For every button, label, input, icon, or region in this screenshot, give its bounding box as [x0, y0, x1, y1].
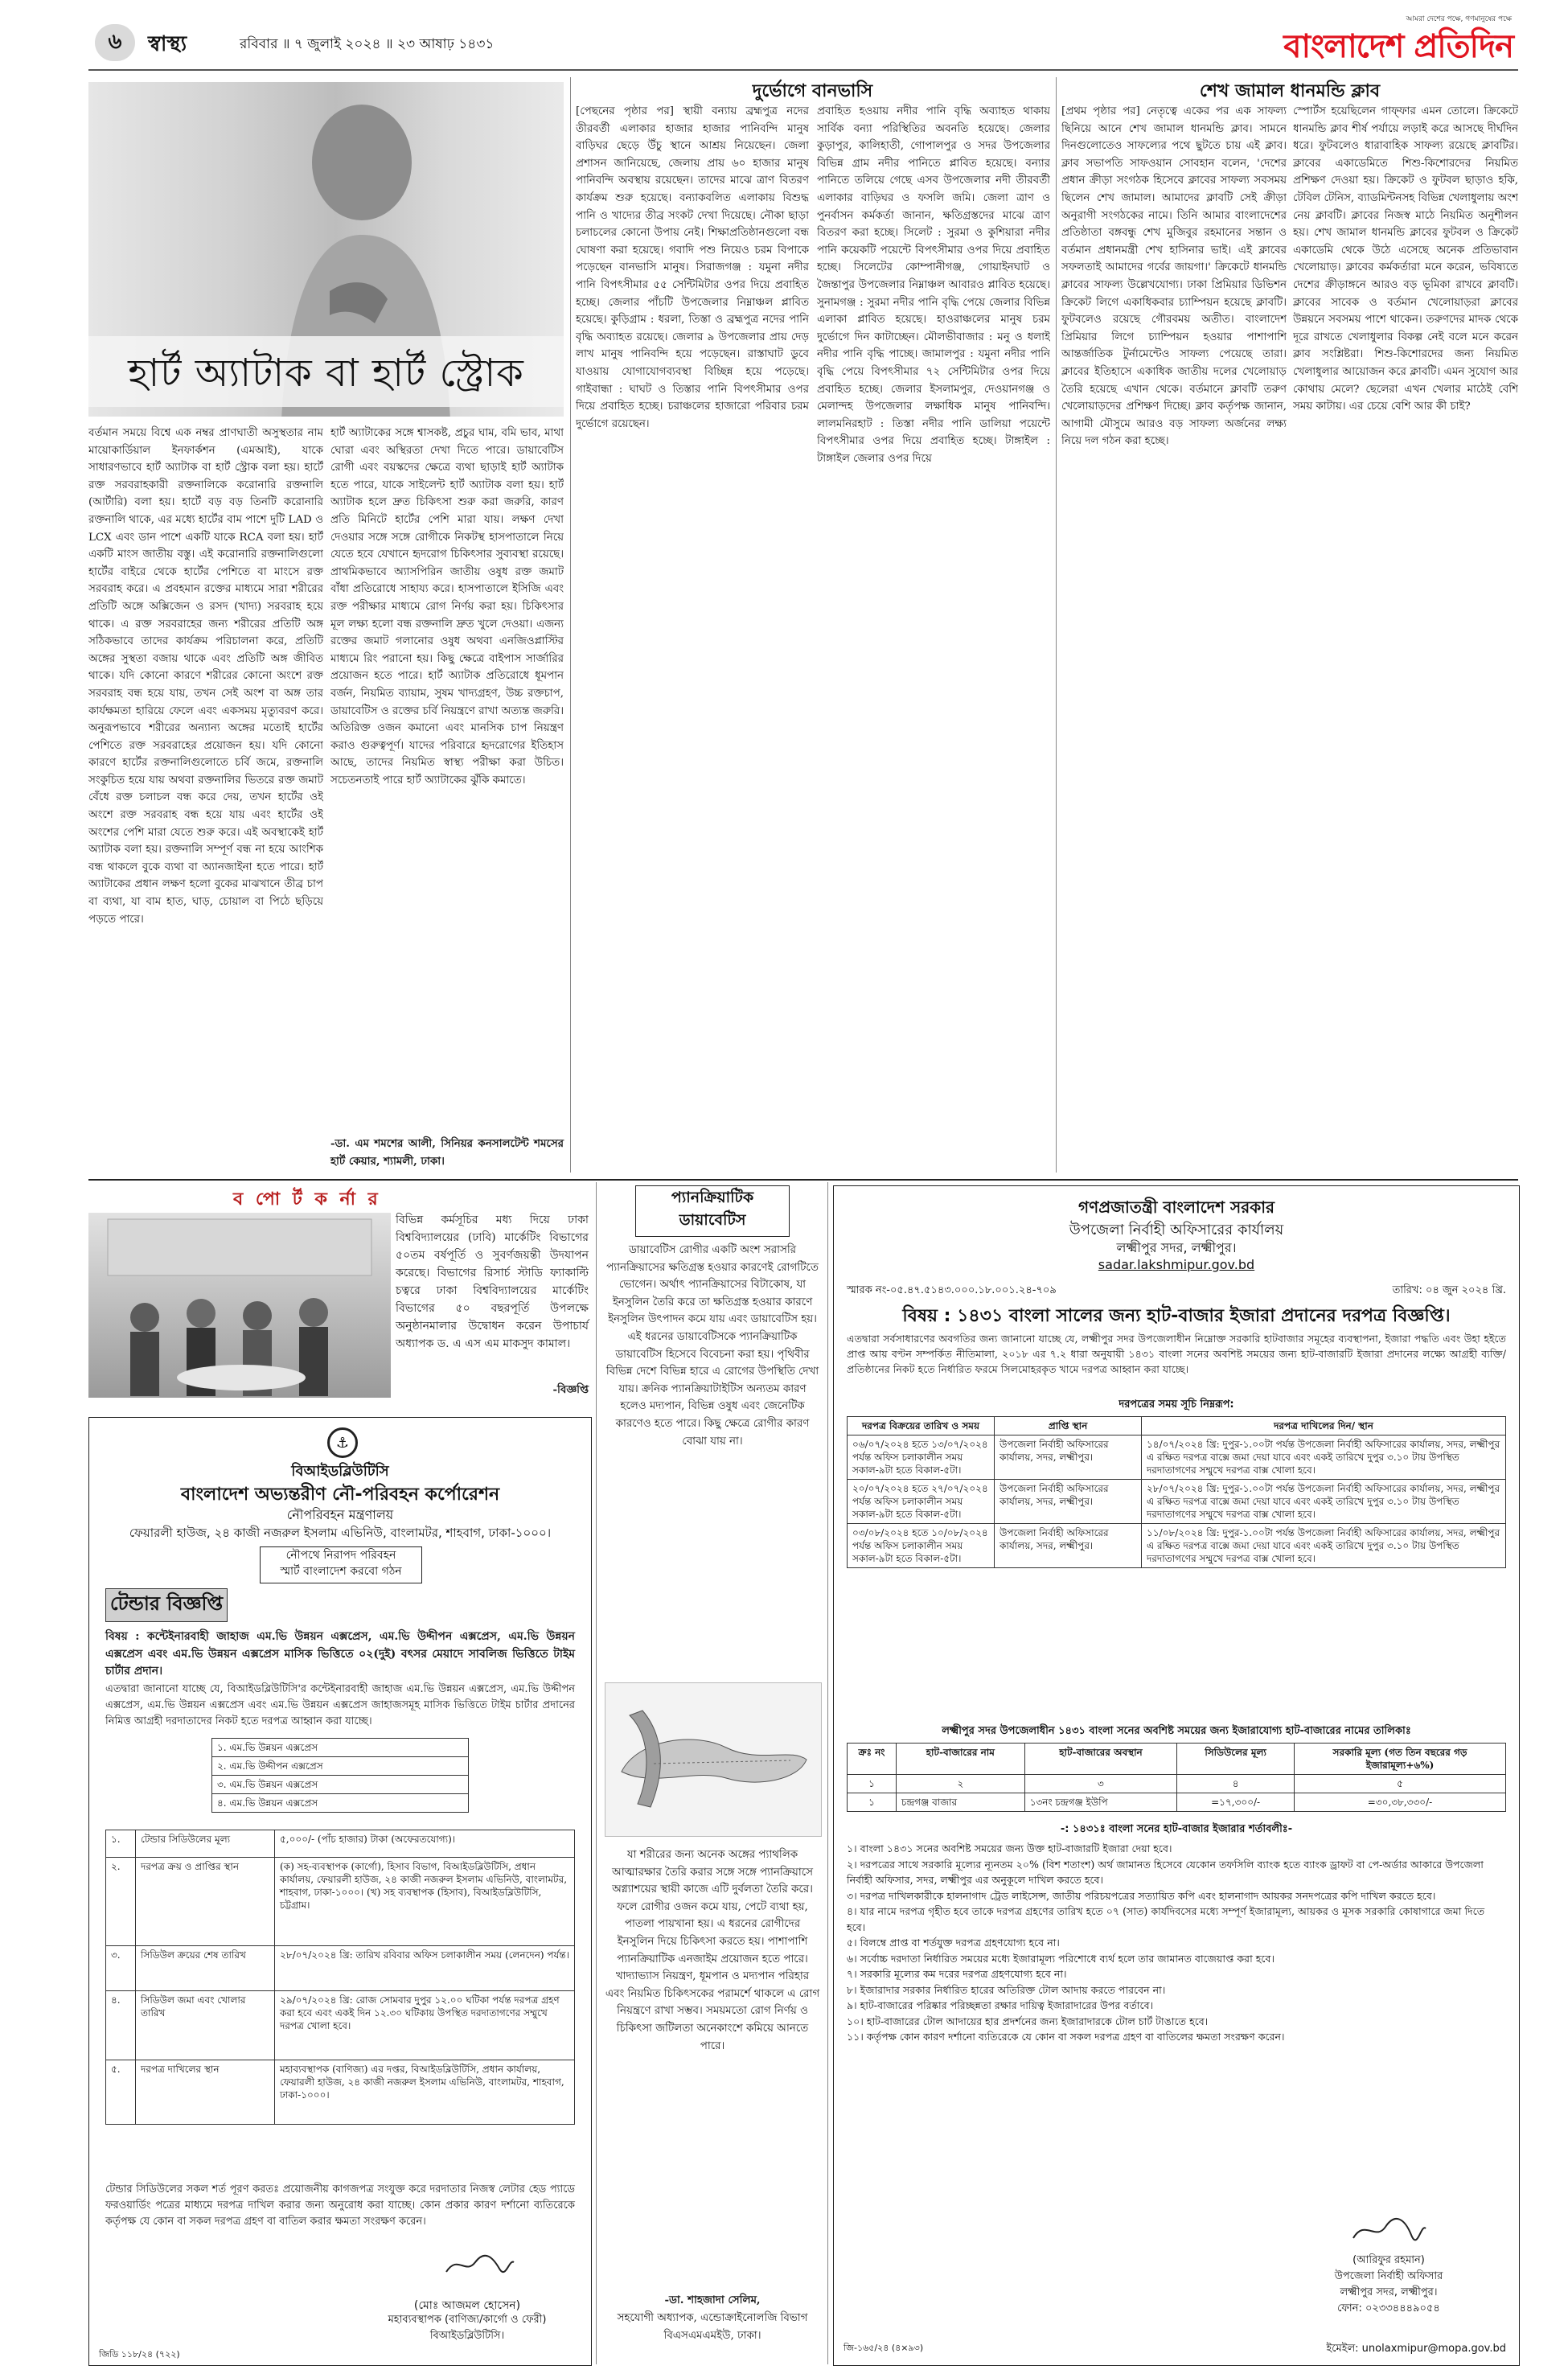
- flood-column-1: [পেছনের পৃষ্ঠার পর] স্থায়ী বন্যায় ব্রহ্মপুত্র নদের তীরবর্তী এলাকার হাজার হাজার পানিবন্দি মানুষ বাড়িঘর ছেড়ে উঁচু স্থানে আশ্রয় নিয়েছেন। জেলা প্রশাসন জানিয়েছে, জেলায় প্রায় ৬০ হাজার মানুষ পানিবন্দি অবস্থায় রয়েছেন। তাদের মাঝে ত্রাণ বিতরণ কার্যক্রম শুরু হয়েছে। বন্যাকবলিত এলাকায় বিশুদ্ধ পানি ও খাদ্যের তীব্র সংকট দেখা দিয়েছে। নৌকা ছাড়া চলাচলের কোনো উপায় নেই। শিক্ষাপ্রতিষ্ঠানগুলো বন্ধ ঘোষণা করা হয়েছে। গবাদি পশু নিয়েও চরম বিপাকে পড়েছেন বানভাসি মানুষ। সিরাজগঞ্জ : যমুনা নদীর পানি বিপৎসীমার ৫৫ সেন্টিমিটার ওপর দিয়ে প্রবাহিত হচ্ছে। জেলার পাঁচটি উপজেলার নিম্নাঞ্চল প্লাবিত হয়েছে। কুড়িগ্রাম : ধরলা, তিস্তা ও ব্রহ্মপুত্র নদের পানি বৃদ্ধি অব্যাহত রয়েছে। জেলার ৯ উপজেলার প্রায় দেড় লাখ মানুষ পানিবন্দি হয়ে পড়েছেন। রাস্তাঘাট ডুবে যাওয়ায় যোগাযোগব্যবস্থা বিচ্ছিন্ন হয়ে পড়েছে। গাইবান্ধা : ঘাঘট ও তিস্তার পানি বিপৎসীমার ওপর দিয়ে প্রবাহিত হচ্ছে। চরাঞ্চলের হাজারো পরিবার চরম দুর্ভোগে রয়েছেন।: [576, 105, 809, 430]
- schedule-place: উপজেলা নির্বাহী অফিসারের কার্যালয়, সদর, লক্ষ্মীপুর।: [995, 1480, 1142, 1524]
- col-number: ৪: [1177, 1775, 1295, 1793]
- row-item: সিডিউল জমা এবং খোলার তারিখ: [136, 1991, 275, 2060]
- sheikh-jamal-headline: শেখ জামাল ধানমন্ডি ক্লাব: [1199, 81, 1381, 101]
- biwtc-logo-icon: ⚓: [327, 1427, 358, 1458]
- tender-intro: এতদ্বারা জানানো যাচ্ছে যে, বিআইডব্লিউটিসি'র কন্টেইনারবাহী জাহাজ এম.ভি উন্নয়ন এক্সপ্রেস, এম.ভি উদ্দীপন এক্সপ্রেস, এম.ভি উন্নয়ন এক্সপ্রেস এবং এম.ভি উন্নয়ন এক্সপ্রেস জাহাজসমূহ মাসিক ভিত্তিতে টাইম চার্টার প্রদানের নিমিত্ত আগ্রহী দরদাতাদের নিকট হতে দরপত্র আহ্বান করা যাচ্ছে।: [105, 1683, 575, 1727]
- diabetes-byline-title: সহযোগী অধ্যাপক, এন্ডোক্রাইনোলজি বিভাগ বিএসএমএমইউ, ঢাকা।: [617, 2312, 808, 2342]
- tender-ref: জিডি ১১৮/২৪ (৭২২): [99, 2349, 180, 2360]
- photo-caption: বিভিন্ন কর্মসূচির মধ্য দিয়ে ঢাকা বিশ্ববিদ্যালয়ের (ঢাবি) মার্কেটিং বিভাগের ৫০তম বর্ষপূর্তি ও সুবর্ণজয়ন্তী উদযাপন করেছে। বিভাগের রিসার্চ স্টাডি ফ্যাকাল্টি চত্বরে ঢাকা বিশ্ববিদ্যালয়ের মার্কেটিং বিভাগের ৫০ বছরপূর্তি উপলক্ষে অনুষ্ঠানমালার উদ্বোধন করেন উপাচার্য অধ্যাপক ড. এ এস এম মাকসুদ কামাল।: [396, 1214, 589, 1350]
- tender-subject: বিষয় : কন্টেইনারবাহী জাহাজ এম.ভি উন্নয়ন এক্সপ্রেস, এম.ভি উদ্দীপন এক্সপ্রেস, এম.ভি উন্নয়ন এক্সপ্রেস এবং এম.ভি উন্নয়ন এক্সপ্রেস মাসিক ভিত্তিতে ০২(দুই) বৎসর মেয়াদে সাবলিজ ভিত্তিতে টাইম চার্টার প্রদান।: [105, 1630, 575, 1678]
- schedule-submit: ১১/০৮/২০২৪ খ্রি: দুপুর-১.০০টা পর্যন্ত উপজেলা নির্বাহী অফিসারের কার্যালয়, সদর, লক্ষ্মীপুর এ রক্ষিত দরপত্র বাক্সে জমা দেয়া যাবে এবং একই তারিখে দুপুর ৩.১০ টায় উপস্থিত দরদাতাগণের সম্মুখে দরপত্র বাক্স খোলা হবে।: [1142, 1524, 1506, 1568]
- col-number: ৫: [1295, 1775, 1506, 1793]
- heart-column-1: বর্তমান সময়ে বিশ্বে এক নম্বর প্রাণঘাতী অসুস্থতার নাম মায়োকার্ডিয়াল ইনফার্কশন (এমআই), যাকে সাধারণভাবে হার্ট অ্যাটাক বা হার্ট স্ট্রোক বলা হয়। হার্টে রক্ত সরবরাহকারী রক্তনালিকে করোনারি রক্তনালি (আর্টারি) বলা হয়। হার্টে বড় বড় তিনটি করোনারি রক্তনালি থাকে, এর মধ্যে হার্টের বাম পাশে দুটি LAD ও LCX এবং ডান পাশে একটি যাকে RCA বলা হয়। হার্ট একটি মাংস জাতীয় বস্তু। এই করোনারি রক্তনালিগুলো হার্টের বাইরে থেকে হার্টের পেশিতে বা মাংসে রক্ত সরবরাহ করে। এ প্রবহমান রক্তের মাধ্যমে সারা শরীরের প্রতিটি অঙ্গে অক্সিজেন ও রসদ (খাদ্য) সরবরাহ হয়ে থাকে। এ রক্ত সরবরাহের জন্য শরীরের প্রতিটি অঙ্গ সঠিকভাবে তাদের কার্যক্রম পরিচালনা করে, প্রতিটি অঙ্গের সুস্থতা বজায় থাকে এবং প্রতিটি অঙ্গ জীবিত থাকে। যদি কোনো কারণে শরীরের কোনো অংশে রক্ত সরবরাহ বন্ধ হয়ে যায়, তখন সেই অংশ বা অঙ্গ তার কার্যক্ষমতা হারিয়ে ফেলে এবং একসময় মৃত্যুবরণ করে। অনুরূপভাবে শরীরের অন্যান্য অঙ্গের মতোই হার্টের পেশিতে রক্ত সরবরাহের প্রয়োজন হয়। যদি কোনো কারণে হার্টের রক্তনালিগুলোতে চর্বি জমে, রক্তনালি সংকুচিত হয়ে যায় অথবা রক্তনালির ভিতরে রক্ত জমাট বেঁধে রক্ত চলাচল বন্ধ করে দেয়, তখন হার্টের ওই অংশে রক্ত সরবরাহ বন্ধ হয়ে যায় এবং হার্টের ওই অংশের পেশি মারা যেতে শুরু করে। এই অবস্থাকেই হার্ট অ্যাটাক বলা হয়। রক্তনালি সম্পূর্ণ বন্ধ না হয়ে আংশিক বন্ধ থাকলে বুকে ব্যথা বা অ্যানজাইনা হতে পারে। হার্ট অ্যাটাকের প্রধান লক্ষণ হলো বুকের মাঝখানে তীব্র চাপ বা ব্যথা, যা বাম হাত, ঘাড়, চোয়াল বা পিঠে ছড়িয়ে পড়তে পারে।: [88, 427, 323, 926]
- lakshmipur-website: sadar.lakshmipur.gov.bd: [1098, 1257, 1255, 1272]
- tender-footer: টেন্ডার সিডিউলের সকল শর্ত পূরণ করতঃ প্রয়োজনীয় কাগজপত্র সংযুক্ত করে দরদাতার নিজস্ব লেটার হেড প্যাডে ফরওয়ার্ডিং পত্রের মাধ্যমে দরপত্র দাখিল করার জন্য অনুরোধ করা যাচ্ছে। কোন প্রকার কারণ দর্শানো ব্যতিরেকে কর্তৃপক্ষ যে কোন বা সকল দরপত্র গ্রহণ বা বাতিল করার ক্ষমতা সংরক্ষণ করেন।: [105, 2183, 575, 2228]
- slogan-box: [260, 1546, 422, 1583]
- row-no: ৫.: [106, 2060, 136, 2125]
- masthead: বাংলাদেশ প্রতিদিন: [1283, 28, 1513, 65]
- slogan-line-2: স্মার্ট বাংলাদেশ করবো গঠন: [280, 1565, 402, 1578]
- term-item: ৬। সর্বোচ্চ দরদাতা নির্ধারিত সময়ের মধ্যে ইজারামূল্য পরিশোধে ব্যর্থ হলে তার জামানত বাজেয়াপ্ত করা হবে।: [847, 1952, 1275, 1965]
- col-header: সরকারি মূল্য (গত তিন বছরের গড় ইজারামূল্য+৬%): [1295, 1744, 1506, 1775]
- heart-column-2: হার্ট অ্যাটাকের সঙ্গে শ্বাসকষ্ট, প্রচুর ঘাম, বমি ভাব, মাথা ঘোরা এবং অস্থিরতা দেখা দিতে পারে। ডায়াবেটিস রোগী এবং বয়স্কদের ক্ষেত্রে ব্যথা ছাড়াই হার্ট অ্যাটাক হতে পারে, যাকে সাইলেন্ট হার্ট অ্যাটাক বলা হয়। হার্ট অ্যাটাক হলে দ্রুত চিকিৎসা শুরু করা জরুরি, কারণ প্রতি মিনিটে হার্টের পেশি মারা যায়। লক্ষণ দেখা দেওয়ার সঙ্গে সঙ্গে রোগীকে নিকটস্থ হাসপাতালে নিয়ে যেতে হবে যেখানে হৃদরোগ চিকিৎসার সুব্যবস্থা রয়েছে। প্রাথমিকভাবে অ্যাসপিরিন জাতীয় ওষুধ রক্ত জমাট বাঁধা প্রতিরোধে সাহায্য করে। হাসপাতালে ইসিজি এবং রক্ত পরীক্ষার মাধ্যমে রোগ নির্ণয় করা হয়। চিকিৎসার মূল লক্ষ্য হলো বন্ধ রক্তনালি দ্রুত খুলে দেওয়া। এজন্য রক্তের জমাট গলানোর ওষুধ অথবা এনজিওপ্লাস্টির মাধ্যমে রিং পরানো হয়। কিছু ক্ষেত্রে বাইপাস সার্জারির প্রয়োজন হতে পারে। হার্ট অ্যাটাক প্রতিরোধে ধূমপান বর্জন, নিয়মিত ব্যায়াম, সুষম খাদ্যগ্রহণ, উচ্চ রক্তচাপ, ডায়াবেটিস ও রক্তের চর্বি নিয়ন্ত্রণে রাখা অত্যন্ত জরুরি। অতিরিক্ত ওজন কমানো এবং মানসিক চাপ নিয়ন্ত্রণ করাও গুরুত্বপূর্ণ। যাদের পরিবারে হৃদরোগের ইতিহাস আছে, তাদের নিয়মিত স্বাস্থ্য পরীক্ষা করা উচিত। সচেতনতাই পারে হার্ট অ্যাটাকের ঝুঁকি কমাতে।: [330, 427, 564, 787]
- col-header: দরপত্র বিক্রয়ের তারিখ ও সময়: [848, 1417, 995, 1435]
- col-header: প্রাপ্তি স্থান: [995, 1417, 1142, 1435]
- page-header: [88, 15, 1518, 65]
- ship-item: ৩. এম.ভি উন্নয়ন এক্সপ্রেস: [212, 1776, 469, 1794]
- section-rule: [88, 1179, 1518, 1181]
- term-item: ৯। হাট-বাজারের পরিষ্কার পরিচ্ছন্নতা রক্ষার দায়িত্ব ইজারাদারের উপর বর্তাবে।: [847, 1999, 1154, 2011]
- ship-list: [211, 1738, 469, 1813]
- tender-org: বাংলাদেশ অভ্যন্তরীণ নৌ-পরিবহন কর্পোরেশন: [180, 1485, 500, 1505]
- uno-email: ইমেইল: unolaxmipur@mopa.gov.bd: [1326, 2343, 1506, 2355]
- tender-ministry: নৌপরিবহন মন্ত্রণালয়: [286, 1507, 394, 1522]
- col-header: দরপত্র দাখিলের দিন/ স্থান: [1142, 1417, 1506, 1435]
- schedule-date: ২০/০৭/২০২৪ হতে ২৭/০৭/২০২৪ পর্যন্ত অফিস চলাকালীন সময় সকাল-৯টা হতে বিকাল-৫টা।: [848, 1480, 995, 1524]
- row-value: ৫,০০০/- (পাঁচ হাজার) টাকা (অফেরতযোগ্য)।: [275, 1830, 575, 1858]
- uno-signer-name: (আরিফুর রহমান): [1353, 2254, 1425, 2266]
- row-item: দরপত্র ক্রয় ও প্রাপ্তির স্থান: [136, 1858, 275, 1946]
- heart-byline: -ডা. এম শমশের আলী, সিনিয়র কনসালটেন্ট শমসের হার্ট কেয়ার, শ্যামলী, ঢাকা।: [330, 1137, 564, 1168]
- flood-column-2: প্রবাহিত হওয়ায় নদীর পানি বৃদ্ধি অব্যাহত থাকায় সার্বিক বন্যা পরিস্থিতির অবনতি হয়েছে। জেলার কুড়াপুর, কালিহাতী, গোপালপুর ও সদর উপজেলার বিভিন্ন গ্রাম নদীর পানিতে প্লাবিত হয়েছে। বন্যার পানিতে তলিয়ে গেছে এসব উপজেলার নদী তীরবর্তী এলাকার বাড়িঘর ও ফসলি জমি। জেলা ত্রাণ ও পুনর্বাসন কর্মকর্তা জানান, ক্ষতিগ্রস্তদের মাঝে ত্রাণ বিতরণ করা হচ্ছে। সিলেট : সুরমা ও কুশিয়ারা নদীর পানি কয়েকটি পয়েন্টে বিপৎসীমার ওপর দিয়ে প্রবাহিত হচ্ছে। সিলেটের কোম্পানীগঞ্জ, গোয়াইনঘাট ও জৈন্তাপুর উপজেলার নিম্নাঞ্চল আবারও প্লাবিত হয়েছে। সুনামগঞ্জ : সুরমা নদীর পানি বৃদ্ধি পেয়ে জেলার বিভিন্ন এলাকা প্লাবিত হয়েছে। হাওরাঞ্চলের মানুষ চরম দুর্ভোগে দিন কাটাচ্ছেন। মৌলভীবাজার : মনু ও ধলাই নদীর পানি বৃদ্ধি পাচ্ছে। জামালপুর : যমুনা নদীর পানি বৃদ্ধি পেয়ে বিপৎসীমার ৭২ সেন্টিমিটার ওপর দিয়ে প্রবাহিত হচ্ছে। জেলার ইসলামপুর, দেওয়ানগঞ্জ ও মেলান্দহ উপজেলার লক্ষাধিক মানুষ পানিবন্দি। লালমনিরহাট : তিস্তা নদীর পানি ডালিয়া পয়েন্টে বিপৎসীমার ওপর দিয়ে প্রবাহিত হচ্ছে। টাঙ্গাইল : টাঙ্গাইল জেলার ওপর দিয়ে: [817, 105, 1050, 465]
- schedule-table: [847, 1416, 1506, 1568]
- row-value: (ক) সহ-ব্যবস্থাপক (কাৰ্গো), হিসাব বিভাগ, বিআইডব্লিউটিসি, প্রধান কার্যালয়, ফেয়ারলী হাউজ, ২৪ কাজী নজরুল ইসলাম এভিনিউ, বাংলামটর, শাহবাগ, ঢাকা-১০০০। (খ) সহ ব্যবস্থাপক (হিসাব), বিআইডব্লিউটিসি, চট্টগ্রাম।: [275, 1858, 575, 1946]
- sheikh-jamal-column-1: [প্রথম পৃষ্ঠার পর] নেতৃত্বে একের পর এক সাফল্য ছিনিয়ে আনে শেখ জামাল ধানমন্ডি ক্লাব। সামনে দিনগুলোতেও সাফল্যের পথে ছুটতে চায় এই ক্লাব। ক্লাব সভাপতি সাফওয়ান সোবহান বলেন, 'দেশের প্রধান ক্রীড়া সংগঠক হিসেবে ক্লাবের সাফল্য সবসময় ছিলেন শেখ জামাল। আমাদের ক্লাবটি সেই ক্রীড়া অনুরাগী সংগঠকের নামে। তিনি আমার বাংলাদেশের প্রতিষ্ঠাতা বঙ্গবন্ধু শেখ মুজিবুর রহমানের সন্তান ও বর্তমান প্রধানমন্ত্রী শেখ হাসিনার ভাই। এই ক্লাবের সফলতাই আমাদের গর্বের জায়গা।' ক্রিকেটে ধানমন্ডি ক্লাবের সাফল্য উল্লেখযোগ্য। ঢাকা প্রিমিয়ার ডিভিশন ক্রিকেট লিগে একাধিকবার চ্যাম্পিয়ন হয়েছে ক্লাবটি। ফুটবলেও রয়েছে গৌরবময় অতীত। বাংলাদেশ প্রিমিয়ার লিগে চ্যাম্পিয়ন হওয়ার পাশাপাশি আন্তর্জাতিক টুর্নামেন্টেও সাফল্য পেয়েছে তারা। ক্লাবের ইতিহাসে একাধিক জাতীয় দলের খেলোয়াড় তৈরি হয়েছে এখান থেকে। বর্তমানে ক্লাবটি তরুণ খেলোয়াড়দের প্রশিক্ষণ দিচ্ছে। ক্লাব কর্তৃপক্ষ জানান, আগামী মৌসুমে আরও বড় সাফল্য অর্জনের লক্ষ্য নিয়ে দল গঠন করা হচ্ছে।: [1061, 105, 1287, 448]
- terms-list: [847, 1841, 1506, 2045]
- tender-title: টেন্ডার বিজ্ঞপ্তি: [109, 1592, 224, 1615]
- row-no: ৩.: [106, 1946, 136, 1991]
- tender-title-badge: [105, 1588, 228, 1622]
- uno-signature-icon: [1348, 2214, 1429, 2246]
- term-item: ৪। যার নামে দরপত্র গৃহীত হবে তাকে দরপত্র গ্রহণের তারিখ হতে ০৭ (সাত) কার্যদিবসের মধ্যে সম্পূর্ণ ইজারামূল্য, আয়কর ও মূসক সরকারি কোষাগারে জমা দিতে হবে।: [847, 1905, 1485, 1933]
- lakshmipur-gov: গণপ্রজাতন্ত্রী বাংলাদেশ সরকার: [1078, 1197, 1275, 1217]
- col-header: হাট-বাজারের অবস্থান: [1024, 1744, 1177, 1775]
- schedule-place: উপজেলা নির্বাহী অফিসারের কার্যালয়, সদর, লক্ষ্মীপুর।: [995, 1435, 1142, 1480]
- row-value: ২৯/০৭/২০২৪ খ্রি: রোজ সোমবার দুপুর ১২.০০ ঘটিকা পর্যন্ত দরপত্র গ্রহণ করা হবে এবং একই দিন ১২.৩০ ঘটিকায় উপস্থিত দরদাতাগণের সম্মুখে দরপত্র খোলা হবে।: [275, 1991, 575, 2060]
- term-item: ১। বাংলা ১৪৩১ সনের অবশিষ্ট সময়ের জন্য উক্ত হাট-বাজারটি ইজারা দেয়া হবে।: [847, 1842, 1172, 1854]
- diabetes-title-line-2: ডায়াবেটিস: [679, 1211, 746, 1229]
- uno-phone: ফোন: ০২৩৩৪৪৪৯০৫৪: [1337, 2302, 1440, 2314]
- row-item: টেন্ডার সিডিউলের মূল্য: [136, 1830, 275, 1858]
- market-table: [847, 1743, 1506, 1812]
- lakshmipur-office: উপজেলা নির্বাহী অফিসারের কার্যালয়: [1069, 1222, 1284, 1238]
- tender-signer-org: বিআইডব্লিউটিসি।: [429, 2330, 505, 2342]
- term-item: ৩। দরপত্র দাখিলকারীকে হালনাগাদ ট্রেড লাইসেন্স, জাতীয় পরিচয়পত্রের সত্যায়িত কপি এবং হালনাগাদ আয়কর সনদপত্রের কপি দাখিল করতে হবে।: [847, 1889, 1436, 1902]
- tender-signer-title: মহাব্যবস্থাপক (বাণিজ্য/কার্গো ও ফেরী): [388, 2314, 547, 2326]
- lakshmipur-date: তারিখ: ০৪ জুন ২০২৪ খ্রি.: [1392, 1284, 1506, 1296]
- tender-org-short: বিআইডব্লিউটিসি: [291, 1463, 389, 1480]
- lakshmipur-intro: এতদ্বারা সর্বসাধারণের অবগতির জন্য জানানো যাচ্ছে যে, লক্ষ্মীপুর সদর উপজেলাধীন নিম্নোক্ত সরকারি হাটবাজার সমূহের ব্যবস্থাপনা, ইজারা পদ্ধতি এবং উহা হইতে প্রাপ্ত আয় বণ্টন সম্পর্কিত নীতিমালা, ২০১৮ এর ৭.২ ধারা অনুযায়ী ১৪৩১ বাংলা সনের অবশিষ্ট সময়ের জন্য হাট-বাজারটি ইজারা প্রদানের লক্ষ্যে আগ্রহী ব্যক্তি/প্রতিষ্ঠানের নিকট হতে নির্ধারিত ফরমে সিলমোহরকৃত খামে দরপত্র আহ্বান করা যাচ্ছে।: [847, 1333, 1506, 1375]
- row-item: সিডিউল ক্রয়ের শেষ তারিখ: [136, 1946, 275, 1991]
- row-value: ২৮/০৭/২০২৪ খ্রি: তারিখ রবিবার অফিস চলাকালীন সময় (লেনদেন) পর্যন্ত।: [275, 1946, 575, 1991]
- ship-item: ২. এম.ভি উদ্দীপন এক্সপ্রেস: [212, 1757, 469, 1776]
- photo-story-image: [88, 1213, 391, 1398]
- col-header: ক্রঃ নং: [848, 1744, 897, 1775]
- term-item: ২। দরপত্রের সাথে সরকারি মূল্যের ন্যূনতম ২০% (বিশ শতাংশ) অর্থ জামানত হিসেবে যেকোন তফসিলি ব্যাংক হতে ব্যাংক ড্রাফট বা পে-অর্ডার আকারে উপজেলা নির্বাহী অফিসার, সদর, লক্ষ্মীপুর এর অনুকূলে দাখিল করতে হবে।: [847, 1858, 1484, 1886]
- page-number: ৬: [108, 30, 122, 54]
- slogan-line-1: নৌপথে নিরাপদ পরিবহন: [285, 1549, 396, 1562]
- market-fee: =১৭,৩০০/-: [1177, 1793, 1295, 1812]
- divider: [596, 1182, 597, 2364]
- schedule-date: ০৩/০৮/২০২৪ হতে ১০/০৮/২০২৪ পর্যন্ত অফিস চলাকালীন সময় সকাল-৯টা হতে বিকাল-৫টা।: [848, 1524, 995, 1568]
- terms-header: -: ১৪৩১ঃ বাংলা সনের হাট-বাজার ইজারার শর্তাবলীঃ-: [1060, 1823, 1293, 1835]
- ship-item: ১. এম.ভি উন্নয়ন এক্সপ্রেস: [212, 1739, 469, 1757]
- uno-signer-title: উপজেলা নির্বাহী অফিসার: [1334, 2270, 1443, 2282]
- lakshmipur-box: [833, 1185, 1520, 2366]
- col-number: ৩: [1024, 1775, 1177, 1793]
- row-item: দরপত্র দাখিলের স্থান: [136, 2060, 275, 2125]
- photo-story-tag: ব পো র্ট ক র্না র: [233, 1189, 381, 1210]
- lakshmipur-location: লক্ষ্মীপুর সদর, লক্ষ্মীপুর।: [1116, 1240, 1237, 1255]
- diabetes-text-1: ডায়াবেটিস রোগীর একটি অংশ সরাসরি প্যানক্রিয়াসের ক্ষতিগ্রস্ত হওয়ার কারণেই রোগটিতে ভোগেন। অর্থাৎ প্যানক্রিয়াসের বিটাকোষ, যা ইনসুলিন তৈরি করে তা ক্ষতিগ্রস্ত হওয়ার কারণে ইনসুলিন উৎপাদন কমে যায় এবং ডায়াবেটিস হয়। এই ধরনের ডায়াবেটিসকে প্যানক্রিয়াটিক ডায়াবেটিস হিসেবে বিবেচনা করা হয়। পৃথিবীর বিভিন্ন দেশে বিভিন্ন হারে এ রোগের উপস্থিতি দেখা যায়। ক্রনিক প্যানক্রিয়াটাইটিস অন্যতম কারণ হলেও মদ্যপান, বিভিন্ন ওষুধ এবং জেনেটিক কারণেও হতে পারে। কিছু ক্ষেত্রে রোগীর কারণ বোঝা যায় না।: [605, 1244, 819, 1448]
- market-location: ১৩নং চন্দ্রগঞ্জ ইউপি: [1024, 1793, 1177, 1812]
- tender-signature-icon: [443, 2251, 515, 2278]
- page-number-badge: [95, 24, 135, 61]
- schedule-date: ০৬/০৭/২০২৪ হতে ১৩/০৭/২০২৪ পর্যন্ত অফিস চলাকালীন সময় সকাল-৯টা হতে বিকাল-৫টা।: [848, 1435, 995, 1480]
- row-no: ২.: [106, 1858, 136, 1946]
- row-value: মহাব্যবস্থাপক (বাণিজ্য) এর দপ্তর, বিআইডব্লিউটিসি, প্রধান কার্যালয়, ফেয়ারলী হাউজ, ২৪ কাজী নজরুল ইসলাম এভিনিউ, বাংলামটর, শাহবাগ, ঢাকা-১০০০।: [275, 2060, 575, 2125]
- lakshmipur-memo: স্মারক নং-০৫.৪৭.৫১৪৩.০০০.১৮.০০১.২৪-৭০৯: [847, 1284, 1057, 1296]
- diabetes-title-box: [635, 1185, 790, 1237]
- divider: [1056, 77, 1057, 1173]
- dateline: রবিবার ॥ ৭ জুলাই ২০২৪ ॥ ২৩ আষাঢ় ১৪৩১: [240, 36, 495, 52]
- col-header: সিডিউলের মূল্য: [1177, 1744, 1295, 1775]
- term-item: ৫। বিলম্বে প্রাপ্ত বা শর্তযুক্ত দরপত্র গ্রহণযোগ্য হবে না।: [847, 1937, 1060, 1949]
- header-rule: [88, 69, 1518, 71]
- tender-box: [88, 1417, 592, 2366]
- sheikh-jamal-column-2: স্পোর্টস হয়েছিলেন গাফ্ফার এমন তোলে। ক্রিকেটে ধানমন্ডি ক্লাব শীর্ষ পর্যায়ে লড়াই করে আসছে দীর্ঘদিন ধরে। ফুটবলেও ধারাবাহিক সাফল্য রয়েছে ক্লাবটির। ক্লাবের একাডেমিতে শিশু-কিশোরদের নিয়মিত প্রশিক্ষণ দেওয়া হয়। ক্রিকেট ও ফুটবল ছাড়াও হকি, টেবিল টেনিস, ব্যাডমিন্টনসহ বিভিন্ন খেলাধুলায় অংশ নেয় ক্লাবটি। ক্লাবের নিজস্ব মাঠে নিয়মিত অনুশীলন হয়। শেখ জামাল ধানমন্ডি ক্লাবের ফুটবল ও ক্রিকেট একাডেমি থেকে উঠে এসেছে অনেক প্রতিভাবান খেলোয়াড়। ক্লাবের কর্মকর্তারা মনে করেন, ভবিষ্যতে দেশের ক্রীড়াঙ্গনে আরও বড় ভূমিকা রাখবে ক্লাবটি। ক্লাবের সাবেক ও বর্তমান খেলোয়াড়রা ক্লাবের উন্নয়নে সবসময় পাশে থাকেন। তরুণদের মাদক থেকে দূরে রাখতে খেলাধুলার বিকল্প নেই বলে মনে করেন ক্লাব সংশ্লিষ্টরা। শিশু-কিশোরদের জন্য নিয়মিত খেলাধুলার আয়োজন করে ক্লাবটি। এমন সুযোগ আর কোথায় মেলে? ছেলেরা এখন খেলার মাঠেই বেশি সময় কাটায়। এর চেয়ে বেশি আর কী চাই?: [1293, 105, 1518, 413]
- pancreas-diagram: [605, 1682, 822, 1837]
- masthead-tagline: আমরা দেশের পক্ষে, গণমানুষের পক্ষে: [1406, 15, 1512, 23]
- diabetes-title-line-1: প্যানক্রিয়াটিক: [671, 1189, 754, 1206]
- tender-address: ফেয়ারলী হাউজ, ২৪ কাজী নজরুল ইসলাম এভিনিউ, বাংলামটর, শাহবাগ, ঢাকা-১০০০।: [129, 1526, 552, 1540]
- uno-signer-office: লক্ষ্মীপুর সদর, লক্ষ্মীপুর।: [1340, 2286, 1438, 2298]
- col-number: ২: [897, 1775, 1025, 1793]
- lakshmipur-title: বিষয় : ১৪৩১ বাংলা সালের জন্য হাট-বাজার ইজারা প্রদানের দরপত্র বিজ্ঞপ্তি।: [902, 1306, 1451, 1326]
- row-no: ১.: [106, 1830, 136, 1858]
- term-item: ৭। সরকারি মূল্যের কম দরের দরপত্র গ্রহণযোগ্য হবে না।: [847, 1968, 1067, 1980]
- schedule-place: উপজেলা নির্বাহী অফিসারের কার্যালয়, সদর, লক্ষ্মীপুর।: [995, 1524, 1142, 1568]
- col-header: হাট-বাজারের নাম: [897, 1744, 1025, 1775]
- term-item: ১১। কর্তৃপক্ষ কোন কারণ দর্শানো ব্যতিরেকে যে কোন বা সকল দরপত্র গ্রহণ বা বাতিলের ক্ষমতা সংরক্ষণ করেন।: [847, 2031, 1285, 2043]
- row-no: ৪.: [106, 1991, 136, 2060]
- schedule-header: দরপত্রের সময় সূচি নিম্নরূপ:: [1119, 1399, 1234, 1411]
- tender-signer-name: (মোঃ আজমল হোসেন): [413, 2299, 521, 2312]
- divider: [570, 77, 571, 1173]
- schedule-submit: ১৪/০৭/২০২৪ খ্রি: দুপুর-১.০০টা পর্যন্ত উপজেলা নির্বাহী অফিসারের কার্যালয়, সদর, লক্ষ্মীপুর এ রক্ষিত দরপত্র বাক্সে জমা দেয়া যাবে এবং একই তারিখে দুপুর ৩.১০ টায় উপস্থিত দরদাতাগণের সম্মুখে দরপত্র বাক্স খোলা হবে।: [1142, 1435, 1506, 1480]
- flood-headline: দুর্ভোগে বানভাসি: [752, 81, 873, 101]
- market-name: চন্দ্রগঞ্জ বাজার: [897, 1793, 1025, 1812]
- divider: [827, 1182, 828, 2364]
- diabetes-byline-name: -ডা. শাহজাদা সেলিম,: [664, 2294, 761, 2306]
- tender-info-table: [105, 1830, 575, 2125]
- heart-headline: হার্ট অ্যাটাক বা হার্ট স্ট্রোক: [128, 351, 524, 396]
- col-number: ১: [848, 1775, 897, 1793]
- term-item: ৮। ইজারাদার সরকার নির্ধারিত হারের অতিরিক্ত টোল আদায় করতে পারবেন না।: [847, 1983, 1166, 1996]
- schedule-submit: ২৮/০৭/২০২৪ খ্রি: দুপুর-১.০০টা পর্যন্ত উপজেলা নির্বাহী অফিসারের কার্যালয়, সদর, লক্ষ্মীপুর এ রক্ষিত দরপত্র বাক্সে জমা দেয়া যাবে এবং একই তারিখে দুপুর ৩.১০ টায় উপস্থিত দরদাতাগণের সম্মুখে দরপত্র বাক্স খোলা হবে।: [1142, 1480, 1506, 1524]
- term-item: ১০। হাট-বাজারের টোল আদায়ের হার প্রদর্শনের জন্য ইজারাদারকে টোল চার্ট টাঙাতে হবে।: [847, 2015, 1209, 2027]
- photo-credit: -বিজ্ঞপ্তি: [552, 1383, 589, 1396]
- market-header: লক্ষ্মীপুর সদর উপজেলাধীন ১৪৩১ বাংলা সনের অবশিষ্ট সময়ের জন্য ইজারাযোগ্য হাট-বাজারের নামের তালিকাঃ: [942, 1725, 1411, 1737]
- diabetes-text-2: যা শরীরের জন্য অনেক অঙ্গের প্যাথলিক আত্মারক্ষার তৈরি করার সঙ্গে সঙ্গে প্যানক্রিয়াসে অগ্ন্যাশয়ের স্থায়ী কাজে এটি দুর্বলতা তৈরি করে। ফলে রোগীর ওজন কমে যায়, পেটে ব্যথা হয়, পাতলা পায়খানা হয়। এ ধরনের রোগীদের ইনসুলিন দিয়ে চিকিৎসা করতে হয়। পাশাপাশি প্যানক্রিয়াটিক এনজাইম প্রয়োজন হতে পারে। খাদ্যাভ্যাস নিয়ন্ত্রণ, ধূমপান ও মদ্যপান পরিহার এবং নিয়মিত চিকিৎসকের পরামর্শে থাকলে এ রোগ নিয়ন্ত্রণে রাখা সম্ভব। সময়মতো রোগ নির্ণয় ও চিকিৎসা জটিলতা অনেকাংশে কমিয়ে আনতে পারে।: [605, 1849, 820, 2052]
- section-name: স্বাস্থ্য: [148, 32, 187, 56]
- lakshmipur-ref: জি-১৬৫/২৪ (৪×৯৩): [844, 2343, 924, 2353]
- market-price: =৩০,৩৮,৩৩০/-: [1295, 1793, 1506, 1812]
- ship-item: ৪. এম.ভি উন্নয়ন এক্সপ্রেস: [212, 1794, 469, 1813]
- market-no: ১: [848, 1793, 897, 1812]
